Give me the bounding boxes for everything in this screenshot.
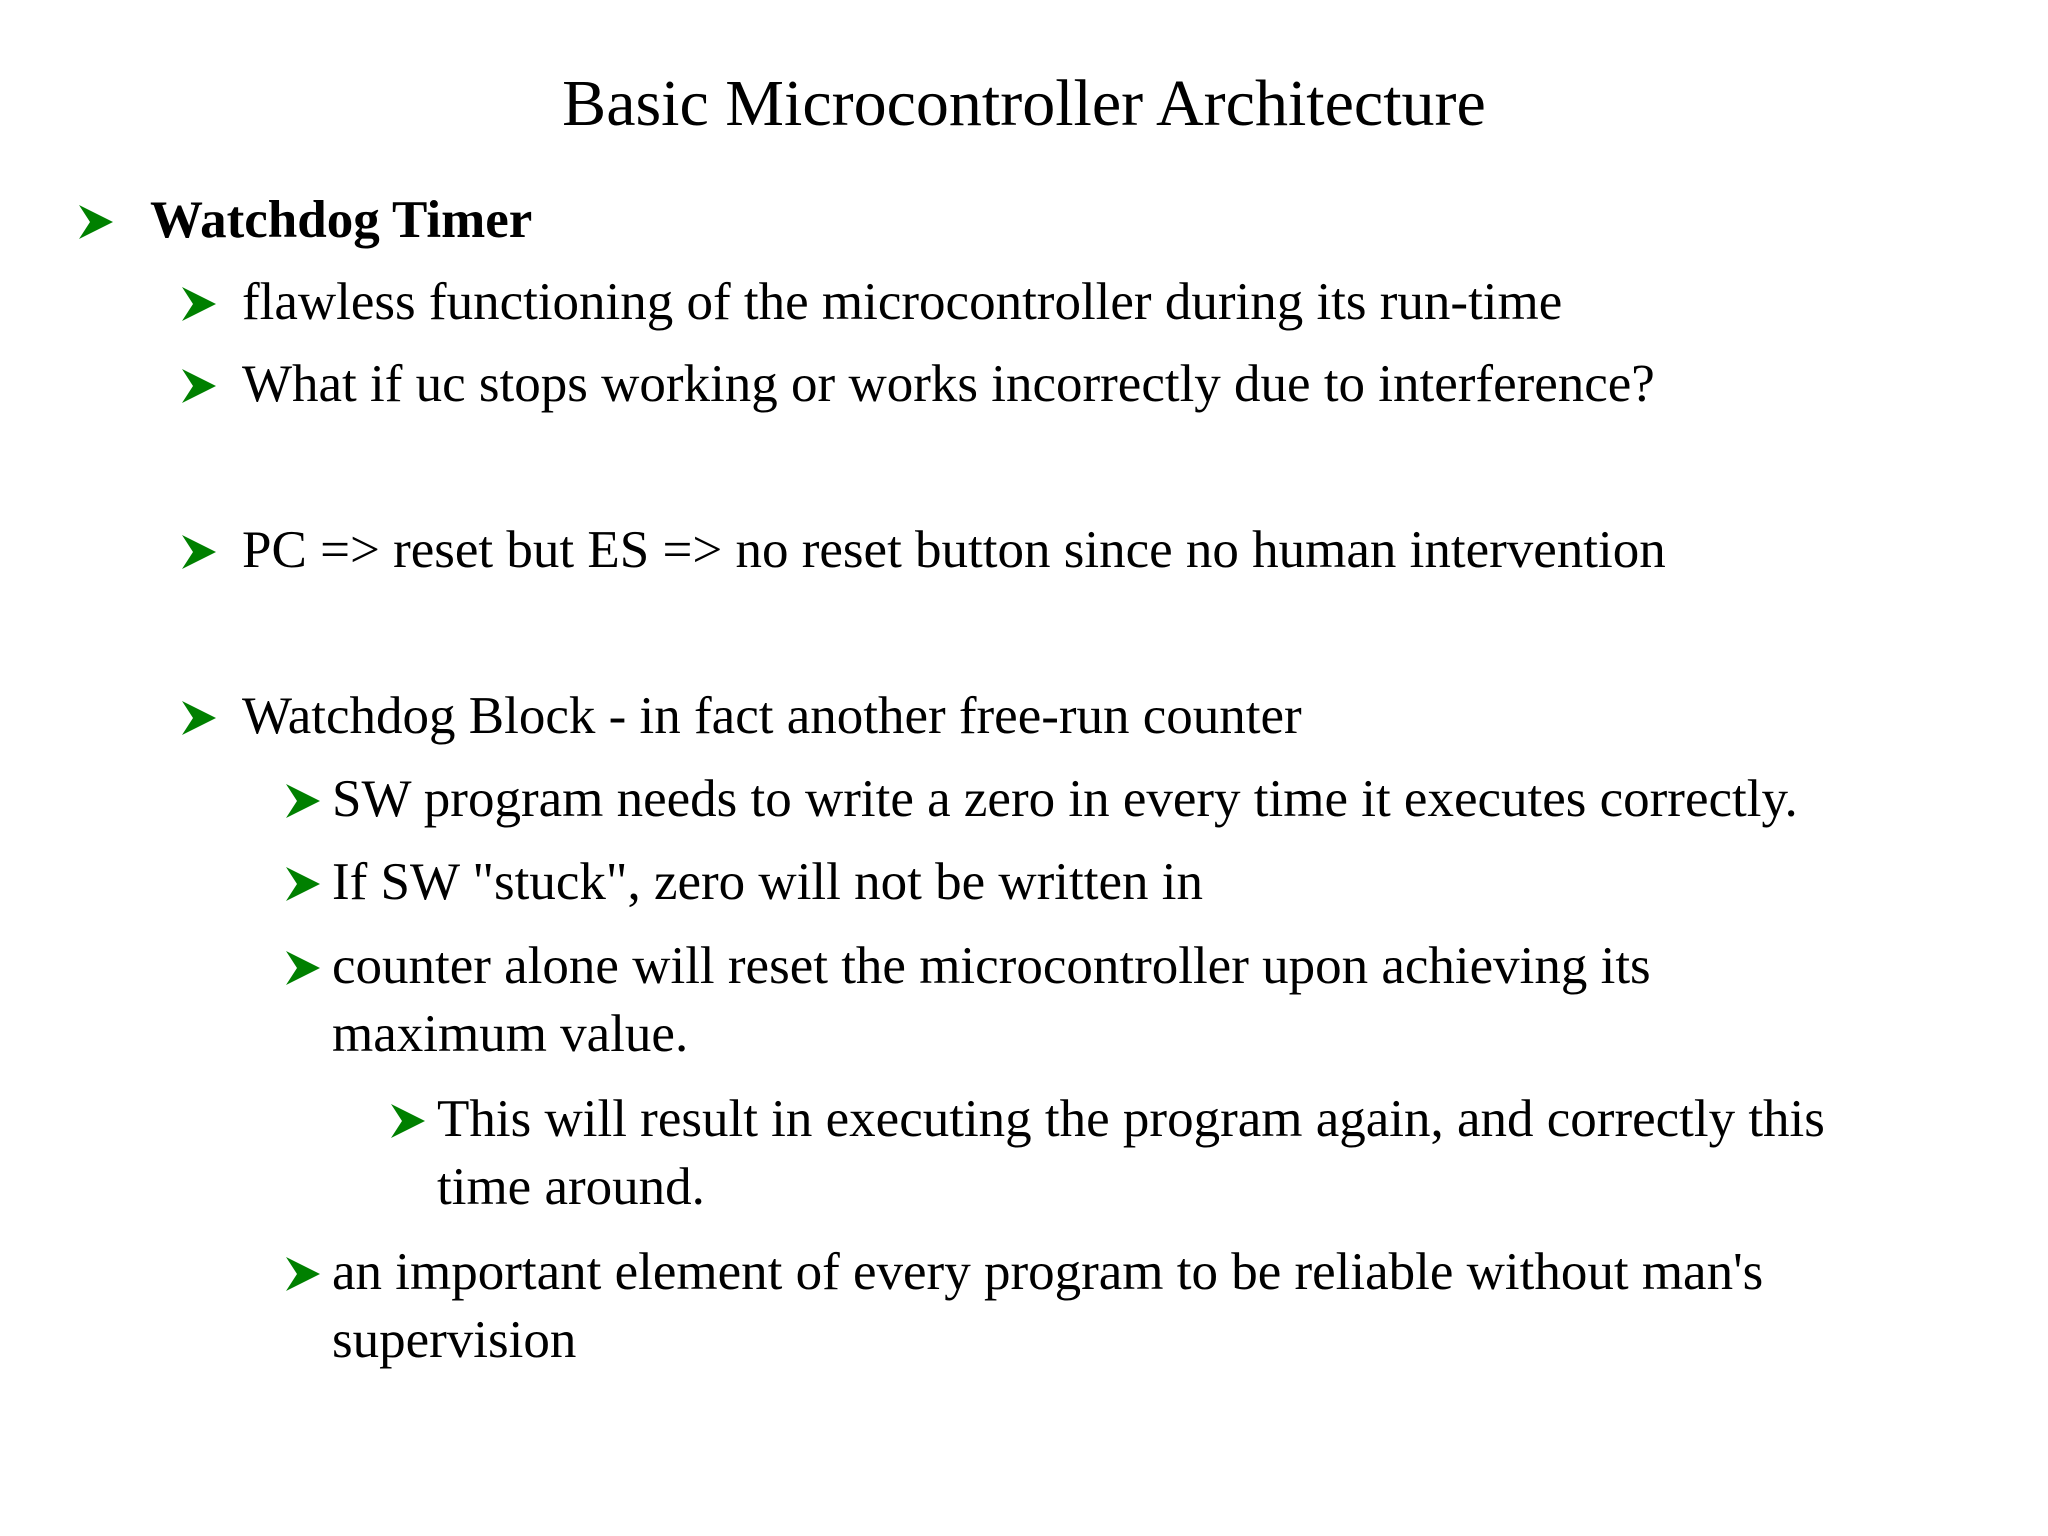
bullet-sw-stuck	[332, 848, 1203, 916]
arrow-bullet-icon	[180, 285, 218, 323]
bullet-text-line2: time around.	[437, 1158, 705, 1216]
bullet-executing-again	[437, 1085, 1825, 1221]
bullet-text-line2: maximum value.	[332, 1005, 689, 1063]
bullet-text-line2: supervision	[332, 1311, 577, 1369]
bullet-text: What if uc stops working or works incorrectly due to interference?	[242, 355, 1655, 413]
arrow-bullet-icon	[284, 782, 322, 820]
bullet-text: flawless functioning of the microcontroller during its run-time	[242, 273, 1563, 331]
arrow-bullet-icon	[284, 865, 322, 903]
bullet-flawless-functioning	[242, 268, 1562, 336]
bullet-text: PC => reset but ES => no reset button since no human intervention	[242, 521, 1666, 579]
bullet-sw-program-write-zero	[332, 765, 1798, 833]
bullet-counter-alone-reset	[332, 932, 1651, 1068]
arrow-bullet-icon	[284, 1255, 322, 1293]
bullet-text: SW program needs to write a zero in every time it executes correctly.	[332, 770, 1798, 828]
bullet-watchdog-block	[242, 682, 1302, 750]
bullet-watchdog-timer	[150, 186, 532, 254]
arrow-bullet-icon	[180, 367, 218, 405]
slide-title: Basic Microcontroller Architecture	[562, 67, 1486, 140]
bullet-what-if-uc-stops	[242, 350, 1655, 418]
bullet-text-line1: This will result in executing the program again, and correctly this	[437, 1090, 1825, 1148]
bullet-text-line1: an important element of every program to be reliable without man's	[332, 1243, 1764, 1301]
bullet-important-element	[332, 1238, 1763, 1374]
bullet-text-line1: counter alone will reset the microcontroller upon achieving its	[332, 937, 1651, 995]
arrow-bullet-icon	[180, 533, 218, 571]
bullet-text: Watchdog Timer	[150, 191, 533, 249]
arrow-bullet-icon	[389, 1102, 427, 1140]
arrow-bullet-icon	[284, 949, 322, 987]
bullet-text: If SW "stuck", zero will not be written in	[332, 853, 1203, 911]
bullet-text: Watchdog Block - in fact another free-run counter	[242, 687, 1302, 745]
bullet-pc-reset	[242, 516, 1666, 584]
arrow-bullet-icon	[77, 203, 115, 241]
arrow-bullet-icon	[180, 699, 218, 737]
